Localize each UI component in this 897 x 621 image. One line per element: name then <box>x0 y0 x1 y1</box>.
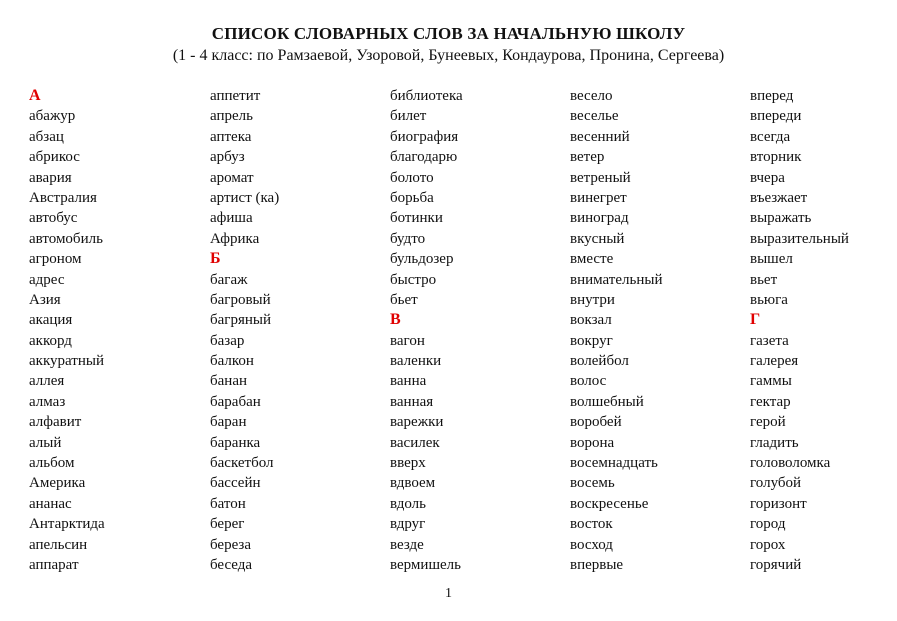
word-entry: вышел <box>750 251 793 268</box>
word-entry: вкусный <box>570 230 625 247</box>
word-entry: бульдозер <box>390 251 454 268</box>
word-entry: вдвоем <box>390 475 436 492</box>
word-entry: балкон <box>210 353 254 370</box>
word-entry: выразительный <box>750 230 849 247</box>
word-entry: библиотека <box>390 88 463 104</box>
word-entry: ванна <box>390 373 427 390</box>
word-entry: баскетбол <box>210 455 274 472</box>
word-entry: вьюга <box>750 291 788 308</box>
word-columns <box>0 86 897 586</box>
word-entry: вперед <box>750 88 794 104</box>
word-entry: аккуратный <box>29 353 104 370</box>
word-entry: воробей <box>570 414 622 431</box>
letter-heading: В <box>390 311 401 329</box>
word-entry: будто <box>390 230 426 247</box>
word-entry: въезжает <box>750 189 808 206</box>
word-entry: гаммы <box>750 373 792 390</box>
word-entry: береза <box>210 536 252 553</box>
word-entry: беседа <box>210 556 253 573</box>
word-entry: апельсин <box>29 536 88 553</box>
word-entry: галерея <box>750 353 799 370</box>
word-entry: аллея <box>29 373 65 390</box>
word-entry: винегрет <box>570 189 627 206</box>
word-entry: вокзал <box>570 312 612 329</box>
word-entry: автобус <box>29 210 78 227</box>
word-entry: бьет <box>390 291 418 308</box>
word-column-5 <box>750 86 897 575</box>
word-entry: абрикос <box>29 149 80 166</box>
word-entry: город <box>750 516 786 533</box>
page-title: СПИСОК СЛОВАРНЫХ СЛОВ ЗА НАЧАЛЬНУЮ ШКОЛУ <box>211 24 686 43</box>
letter-heading: Б <box>210 250 221 268</box>
word-entry: валенки <box>390 353 442 370</box>
word-entry: автомобиль <box>29 230 103 247</box>
word-entry: аппарат <box>29 556 79 573</box>
word-entry: герой <box>750 414 786 431</box>
word-entry: билет <box>390 108 427 125</box>
word-entry: багаж <box>210 271 248 288</box>
word-entry: ветер <box>570 149 605 166</box>
word-entry: выражать <box>750 210 812 227</box>
word-entry: горох <box>750 536 786 553</box>
word-entry: гектар <box>750 393 791 410</box>
word-entry: барабан <box>210 393 261 410</box>
word-column-1 <box>29 86 204 575</box>
word-entry: вверх <box>390 455 426 472</box>
word-entry: апрель <box>210 108 253 125</box>
word-entry: артист (ка) <box>210 189 280 206</box>
word-entry: голубой <box>750 475 802 492</box>
word-entry: везде <box>390 536 424 553</box>
word-entry: Антарктида <box>29 516 105 533</box>
word-entry: Азия <box>29 291 61 308</box>
word-entry: вчера <box>750 169 785 186</box>
word-entry: банан <box>210 373 248 390</box>
word-entry: агроном <box>29 251 82 268</box>
word-entry: вдруг <box>390 516 426 533</box>
word-entry: адрес <box>29 271 65 288</box>
word-entry: гладить <box>750 434 799 451</box>
word-column-3 <box>390 86 565 575</box>
word-entry: ботинки <box>390 210 443 227</box>
word-entry: внимательный <box>570 271 663 288</box>
word-entry: альбом <box>29 455 75 472</box>
word-entry: алфавит <box>29 414 82 431</box>
word-entry: алмаз <box>29 393 66 410</box>
word-entry: василек <box>390 434 440 451</box>
word-entry: борьба <box>390 189 434 206</box>
word-entry: афиша <box>210 210 253 227</box>
word-entry: ворона <box>570 434 615 451</box>
word-entry: быстро <box>390 271 437 288</box>
word-column-4 <box>570 86 745 575</box>
word-entry: батон <box>210 495 246 512</box>
word-entry: бассейн <box>210 475 261 492</box>
word-entry: абажур <box>29 108 76 125</box>
word-entry: виноград <box>570 210 629 227</box>
word-entry: багряный <box>210 312 271 329</box>
word-entry: волейбол <box>570 353 629 370</box>
letter-heading: А <box>29 87 41 104</box>
word-entry: внутри <box>570 291 615 308</box>
word-entry: биография <box>390 128 459 145</box>
word-entry: вдоль <box>390 495 426 512</box>
letter-heading: Г <box>750 311 761 329</box>
word-entry: баран <box>210 414 247 431</box>
word-entry: восемнадцать <box>570 455 658 472</box>
page-number: 1 <box>445 586 452 601</box>
word-entry: аппетит <box>210 88 261 104</box>
word-entry: ананас <box>29 495 72 512</box>
word-entry: баранка <box>210 434 261 451</box>
word-entry: вокруг <box>570 332 613 349</box>
word-entry: авария <box>29 169 72 186</box>
word-entry: волшебный <box>570 393 644 410</box>
word-entry: вторник <box>750 149 802 166</box>
word-entry: варежки <box>390 414 444 431</box>
word-entry: ветреный <box>570 169 631 186</box>
word-entry: горячий <box>750 556 802 573</box>
page-subtitle: (1 - 4 класс: по Рамзаевой, Узоровой, Бунеевых, Кондаурова, Пронина, Сергеева) <box>172 47 725 64</box>
word-entry: ванная <box>390 393 434 410</box>
word-entry: впереди <box>750 108 802 125</box>
word-entry: газета <box>750 332 789 349</box>
word-entry: аптека <box>210 128 252 145</box>
word-entry: восемь <box>570 475 615 492</box>
word-entry: базар <box>210 332 245 349</box>
word-entry: воскресенье <box>570 495 649 512</box>
word-entry: багровый <box>210 291 271 308</box>
word-entry: Америка <box>29 475 86 492</box>
word-entry: берег <box>210 516 245 533</box>
word-entry: вместе <box>570 251 614 268</box>
word-entry: вагон <box>390 332 425 349</box>
word-entry: весенний <box>570 128 630 145</box>
word-entry: абзац <box>29 128 64 145</box>
word-entry: волос <box>570 373 607 390</box>
word-entry: восход <box>570 536 613 553</box>
word-entry: Австралия <box>29 189 97 206</box>
word-entry: вермишель <box>390 556 461 573</box>
word-entry: впервые <box>570 556 624 573</box>
word-entry: аккорд <box>29 332 72 349</box>
word-entry: акация <box>29 312 73 329</box>
word-entry: головоломка <box>750 455 831 472</box>
word-entry: арбуз <box>210 149 245 166</box>
word-entry: алый <box>29 434 62 451</box>
word-entry: горизонт <box>750 495 807 512</box>
word-entry: весело <box>570 88 613 104</box>
word-entry: аромат <box>210 169 254 186</box>
word-entry: вьет <box>750 271 778 288</box>
word-entry: веселье <box>570 108 619 125</box>
word-entry: Африка <box>210 230 260 247</box>
word-entry: благодарю <box>390 149 458 166</box>
word-entry: всегда <box>750 128 791 145</box>
word-entry: восток <box>570 516 613 533</box>
word-entry: болото <box>390 169 434 186</box>
word-column-2 <box>210 86 385 575</box>
